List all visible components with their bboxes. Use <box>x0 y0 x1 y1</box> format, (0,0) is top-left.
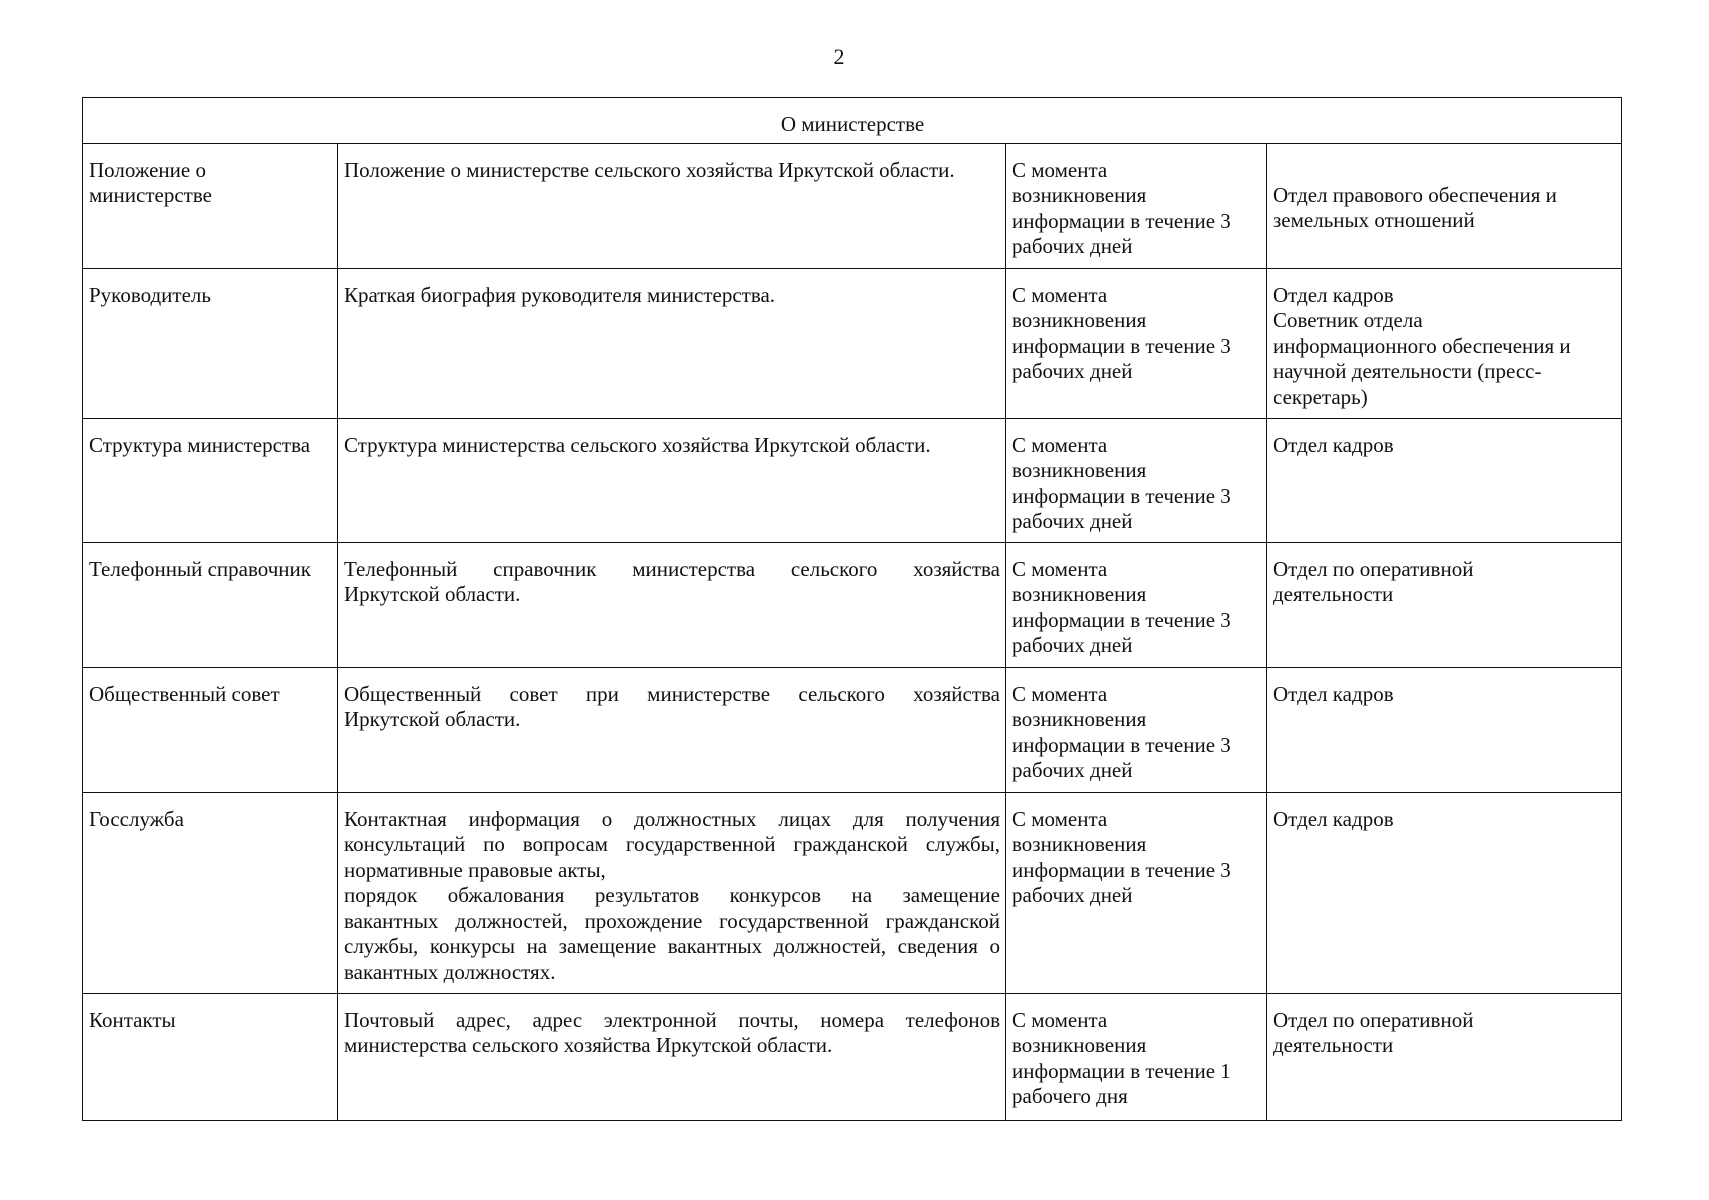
deadline-line: возникновения <box>1012 308 1147 332</box>
description-line: Иркутской области. <box>344 582 521 606</box>
description-line: вакантных должностях. <box>344 959 556 984</box>
table-row <box>83 993 1622 1120</box>
responsible-line: Отдел кадров <box>1273 681 1394 706</box>
description-line: Почтовый адрес, адрес электронной почты, номера телефонов <box>344 1007 1000 1032</box>
deadline-line: С момента <box>1012 282 1108 307</box>
deadline-line: С момента <box>1012 1007 1108 1032</box>
section-cell: Структура министерства <box>83 418 338 542</box>
table-row <box>83 542 1622 667</box>
responsible-cell <box>1267 542 1622 667</box>
deadline-cell <box>1006 792 1267 993</box>
section-header-row <box>83 98 1622 144</box>
deadline-line: информации в течение 1 <box>1012 1058 1231 1083</box>
responsible-line: Отдел кадров <box>1273 282 1394 307</box>
responsible-line: деятельности <box>1273 1033 1394 1057</box>
responsible-line: Отдел кадров <box>1273 432 1394 457</box>
section-cell: Телефонный справочник <box>83 542 338 667</box>
section-cell: Госслужба <box>83 792 338 993</box>
section-title: О министерстве <box>83 98 1622 144</box>
deadline-line: С момента <box>1012 432 1108 457</box>
table-row <box>83 792 1622 993</box>
responsible-cell <box>1267 268 1622 418</box>
description-line: службы, конкурсы на замещение вакантных должностей, сведения о <box>344 934 1000 958</box>
deadline-line: С момента <box>1012 806 1108 831</box>
deadline-line: С момента <box>1012 556 1108 581</box>
description-cell <box>338 542 1006 667</box>
deadline-cell <box>1006 268 1267 418</box>
table-row <box>83 418 1622 542</box>
responsible-line: Отдел кадров <box>1273 806 1394 831</box>
description-cell <box>338 667 1006 792</box>
description-line: вакантных должностей, прохождение государственной гражданской <box>344 908 1000 933</box>
deadline-line: информации в течение 3 <box>1012 483 1231 508</box>
deadline-line: информации в течение 3 <box>1012 333 1231 358</box>
deadline-line: возникновения <box>1012 183 1147 207</box>
deadline-line: рабочих дней <box>1012 234 1133 258</box>
deadline-line: возникновения <box>1012 458 1147 482</box>
info-table <box>82 97 1622 1121</box>
deadline-line: рабочих дней <box>1012 883 1133 907</box>
deadline-line: рабочего дня <box>1012 1084 1128 1108</box>
description-line: Иркутской области. <box>344 707 521 731</box>
description-line: Телефонный справочник министерства сельского хозяйства <box>344 556 1000 581</box>
table-row <box>83 667 1622 792</box>
deadline-line: возникновения <box>1012 582 1147 606</box>
deadline-line: информации в течение 3 <box>1012 208 1231 233</box>
responsible-cell <box>1267 143 1622 268</box>
description-line: консультаций по вопросам государственной гражданской службы, <box>344 832 1000 856</box>
description-line: порядок обжалования результатов конкурсов на замещение <box>344 883 1000 907</box>
description-line: Контактная информация о должностных лицах для получения <box>344 806 1000 831</box>
description-cell <box>338 993 1006 1120</box>
deadline-line: рабочих дней <box>1012 359 1133 383</box>
deadline-cell <box>1006 143 1267 268</box>
deadline-line: возникновения <box>1012 707 1147 731</box>
deadline-line: информации в течение 3 <box>1012 732 1231 757</box>
section-cell: Руководитель <box>83 268 338 418</box>
description-cell: Краткая биография руководителя министерства. <box>338 268 1006 418</box>
deadline-line: рабочих дней <box>1012 758 1133 782</box>
description-line: министерства сельского хозяйства Иркутской области. <box>344 1033 833 1057</box>
description-line: Общественный совет при министерстве сельского хозяйства <box>344 681 1000 706</box>
deadline-line: С момента <box>1012 157 1108 182</box>
table-row <box>83 143 1622 268</box>
deadline-line: информации в течение 3 <box>1012 607 1231 632</box>
deadline-line: возникновения <box>1012 1033 1147 1057</box>
deadline-cell <box>1006 418 1267 542</box>
deadline-line: рабочих дней <box>1012 633 1133 657</box>
responsible-line: Отдел по оперативной <box>1273 556 1474 581</box>
deadline-line: возникновения <box>1012 832 1147 856</box>
responsible-line: Отдел по оперативной <box>1273 1007 1474 1032</box>
deadline-cell <box>1006 667 1267 792</box>
table-row <box>83 268 1622 418</box>
deadline-cell <box>1006 993 1267 1120</box>
responsible-line: секретарь) <box>1273 384 1368 409</box>
responsible-cell <box>1267 792 1622 993</box>
responsible-cell <box>1267 993 1622 1120</box>
page-number: 2 <box>833 44 845 69</box>
section-cell: Контакты <box>83 993 338 1120</box>
responsible-line: Советник отдела <box>1273 308 1423 332</box>
responsible-line: научной деятельности (пресс- <box>1273 359 1542 383</box>
responsible-line: деятельности <box>1273 582 1394 606</box>
responsible-line: Отдел правового обеспечения и <box>1273 182 1557 207</box>
responsible-line: земельных отношений <box>1273 208 1475 232</box>
deadline-cell <box>1006 542 1267 667</box>
deadline-line: информации в течение 3 <box>1012 857 1231 882</box>
deadline-line: рабочих дней <box>1012 509 1133 533</box>
responsible-line: информационного обеспечения и <box>1273 333 1571 358</box>
description-cell: Положение о министерстве сельского хозяйства Иркутской области. <box>338 143 1006 268</box>
section-cell: Положение о министерстве <box>83 143 338 268</box>
responsible-cell <box>1267 667 1622 792</box>
description-line: нормативные правовые акты, <box>344 857 606 882</box>
section-cell: Общественный совет <box>83 667 338 792</box>
description-cell <box>338 792 1006 993</box>
deadline-line: С момента <box>1012 681 1108 706</box>
responsible-cell <box>1267 418 1622 542</box>
description-cell: Структура министерства сельского хозяйства Иркутской области. <box>338 418 1006 542</box>
